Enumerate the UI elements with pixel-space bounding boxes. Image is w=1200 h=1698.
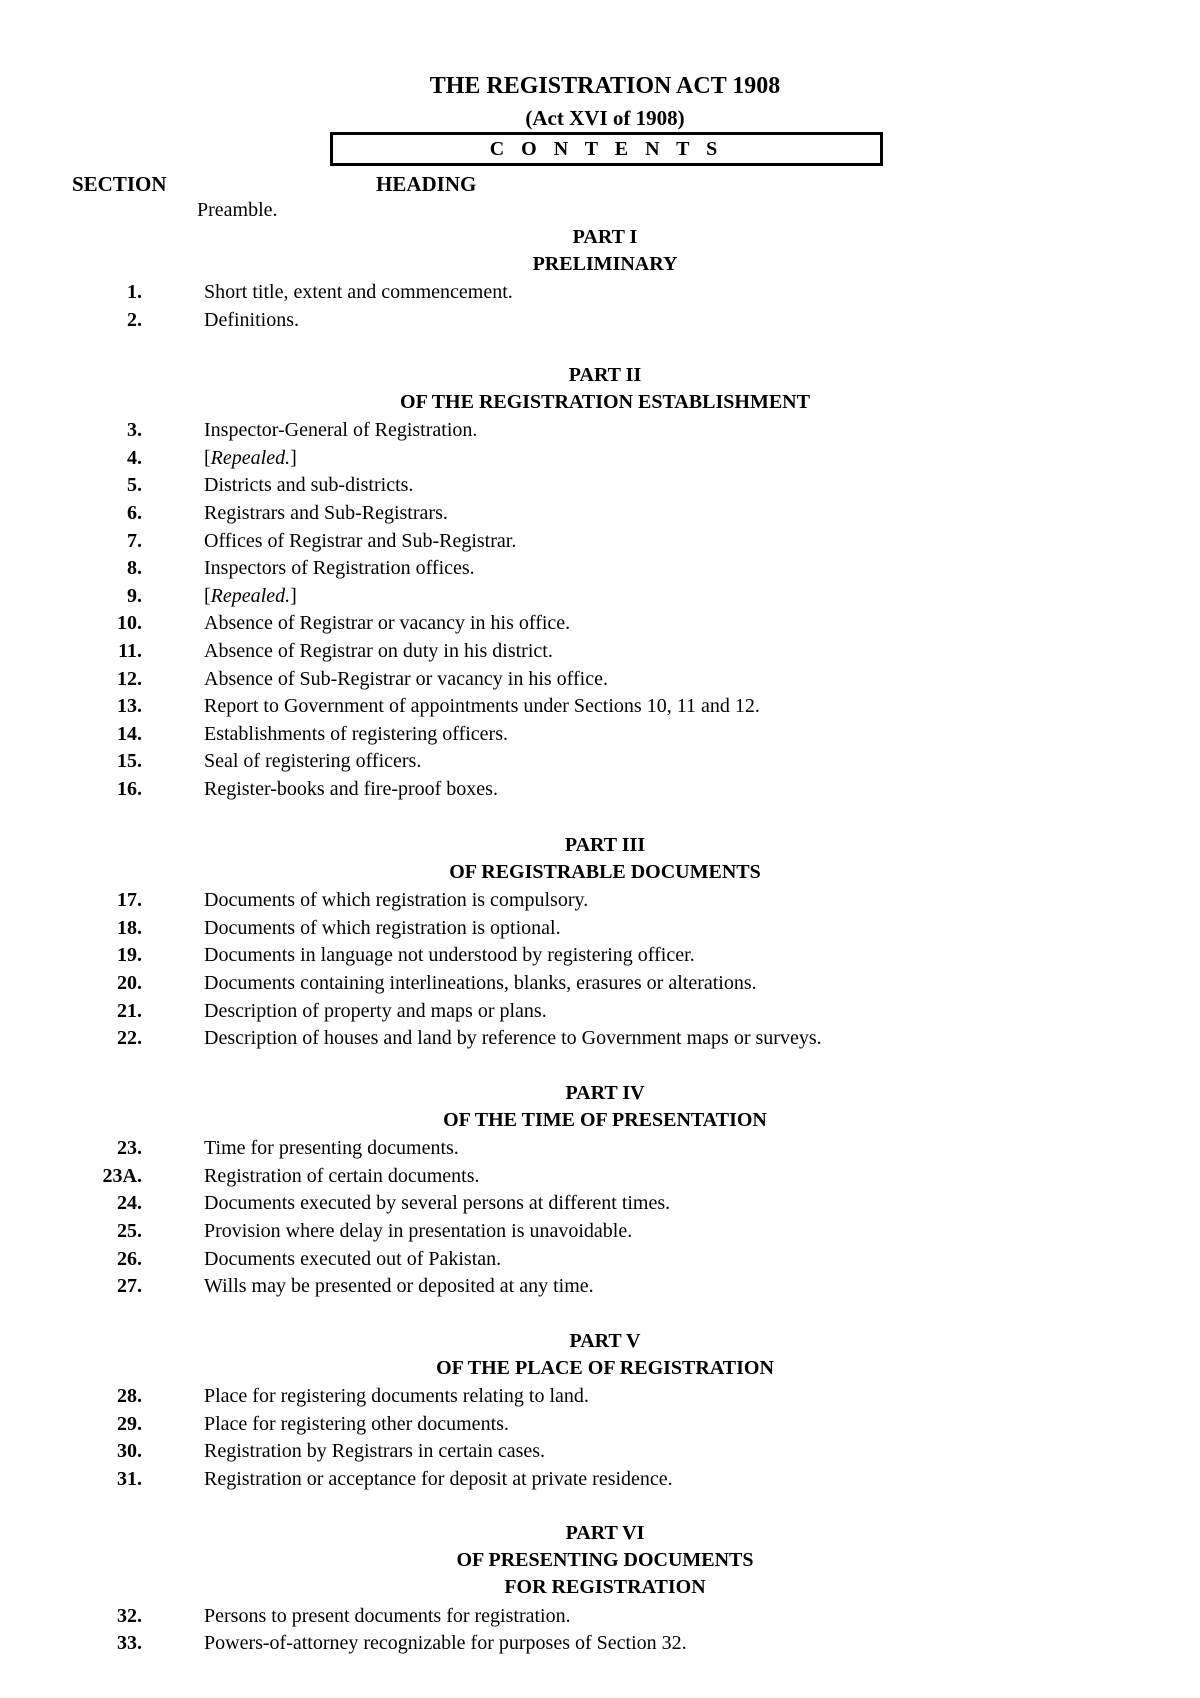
section-heading: Powers-of-attorney recognizable for purposes of Section 32. <box>204 1632 687 1655</box>
section-number: 33. <box>117 1632 142 1655</box>
repealed-text: Repealed. <box>210 584 291 607</box>
section-heading: Time for presenting documents. <box>204 1137 459 1160</box>
section-number: 8. <box>127 557 142 580</box>
section-number: 32. <box>117 1604 142 1627</box>
section-heading: Establishments of registering officers. <box>204 722 509 745</box>
section-heading: Documents executed out of Pakistan. <box>204 1247 502 1270</box>
section-number: 13. <box>117 695 142 718</box>
section-heading: Documents executed by several persons at different times. <box>204 1192 671 1215</box>
section-heading: Definitions. <box>204 308 299 331</box>
section-number: 12. <box>117 667 142 690</box>
section-number: 6. <box>127 502 142 524</box>
section-heading: Registration of certain documents. <box>204 1164 480 1187</box>
part-title: OF THE REGISTRATION ESTABLISHMENT <box>400 391 810 413</box>
section-number: 28. <box>117 1385 142 1408</box>
section-number: 31. <box>117 1468 142 1490</box>
section-heading: Registration or acceptance for deposit at private residence. <box>204 1468 673 1490</box>
part-label: PART III <box>564 834 646 856</box>
section-number: 21. <box>117 999 142 1022</box>
section-number: 29. <box>117 1412 142 1435</box>
part-label: PART II <box>568 364 642 386</box>
part-title: FOR REGISTRATION <box>504 1576 706 1598</box>
section-heading: Absence of Registrar on duty in his district. <box>204 640 553 662</box>
part-heading <box>0 362 1200 416</box>
section-heading: Registrars and Sub-Registrars. <box>204 502 448 524</box>
section-heading: Short title, extent and commencement. <box>204 281 513 304</box>
section-number: 18. <box>117 916 142 939</box>
section-heading: Provision where delay in presentation is unavoidable. <box>204 1220 633 1242</box>
section-heading: Report to Government of appointments under Sections 10, 11 and 12. <box>204 695 760 718</box>
section-heading: Documents of which registration is compulsory. <box>204 889 589 912</box>
section-number: 16. <box>117 778 142 800</box>
section-heading: Inspectors of Registration offices. <box>204 557 475 580</box>
section-heading: Wills may be presented or deposited at any time. <box>204 1275 594 1298</box>
part-title: OF REGISTRABLE DOCUMENTS <box>449 861 761 883</box>
document-subtitle: (Act XVI of 1908) <box>525 106 685 130</box>
section-number: 15. <box>117 750 142 773</box>
section-heading: Persons to present documents for registration. <box>204 1604 571 1627</box>
part-heading <box>0 1328 1200 1382</box>
section-number: 3. <box>127 419 142 442</box>
section-heading: Absence of Registrar or vacancy in his office. <box>204 612 571 635</box>
section-number: 20. <box>117 972 142 994</box>
section-number: 11. <box>118 640 142 662</box>
part-label: PART V <box>569 1330 641 1352</box>
section-heading: Documents containing interlineations, blanks, erasures or alterations. <box>204 972 757 994</box>
part-title: PRELIMINARY <box>532 253 678 275</box>
section-heading: Place for registering documents relating to land. <box>204 1385 589 1408</box>
document-title: THE REGISTRATION ACT 1908 <box>429 73 781 99</box>
part-title: OF THE TIME OF PRESENTATION <box>443 1109 767 1131</box>
section-number: 30. <box>117 1440 142 1463</box>
part-label: PART VI <box>565 1522 645 1544</box>
part-title: OF THE PLACE OF REGISTRATION <box>436 1357 774 1379</box>
section-heading: Inspector-General of Registration. <box>204 419 478 442</box>
section-heading: Districts and sub-districts. <box>204 474 414 497</box>
column-header-heading: HEADING <box>376 172 477 196</box>
contents-banner: C O N T E N T S <box>330 132 883 166</box>
section-number: 7. <box>127 529 142 552</box>
section-number: 14. <box>117 722 142 745</box>
section-heading: Documents in language not understood by registering officer. <box>204 944 695 967</box>
section-number: 17. <box>117 889 142 912</box>
section-heading: [Repealed.] <box>204 446 297 469</box>
part-title: OF PRESENTING DOCUMENTS <box>456 1549 754 1571</box>
section-number: 24. <box>117 1192 142 1215</box>
section-heading: Seal of registering officers. <box>204 750 422 773</box>
section-heading: Documents of which registration is optional. <box>204 916 561 939</box>
repealed-text: Repealed. <box>210 446 291 469</box>
section-number: 9. <box>127 584 142 607</box>
section-heading: Offices of Registrar and Sub-Registrar. <box>204 529 517 552</box>
part-heading <box>0 1080 1200 1134</box>
preamble-entry: Preamble. <box>197 199 278 221</box>
section-heading: [Repealed.] <box>204 584 297 607</box>
section-number: 26. <box>117 1247 142 1270</box>
section-number: 23. <box>117 1137 142 1160</box>
section-number: 27. <box>117 1275 142 1298</box>
section-heading: Register-books and fire-proof boxes. <box>204 778 498 800</box>
section-heading: Absence of Sub-Registrar or vacancy in his office. <box>204 667 608 690</box>
section-number: 10. <box>117 612 142 635</box>
part-heading <box>0 224 1200 278</box>
section-number: 19. <box>117 944 142 967</box>
section-heading: Place for registering other documents. <box>204 1412 509 1435</box>
section-number: 4. <box>127 446 142 469</box>
section-number: 5. <box>127 474 142 497</box>
section-number: 23A. <box>102 1164 142 1187</box>
part-label: PART IV <box>565 1082 645 1104</box>
section-number: 25. <box>117 1220 142 1242</box>
section-heading: Registration by Registrars in certain cases. <box>204 1440 546 1463</box>
part-heading <box>0 1520 1200 1601</box>
section-heading: Description of houses and land by reference to Government maps or surveys. <box>204 1027 822 1050</box>
part-label: PART I <box>572 226 638 248</box>
section-heading: Description of property and maps or plans. <box>204 999 547 1022</box>
section-number: 1. <box>127 281 142 304</box>
part-heading <box>0 832 1200 886</box>
column-header-section: SECTION <box>72 172 167 196</box>
section-number: 2. <box>127 308 142 331</box>
section-number: 22. <box>117 1027 142 1050</box>
